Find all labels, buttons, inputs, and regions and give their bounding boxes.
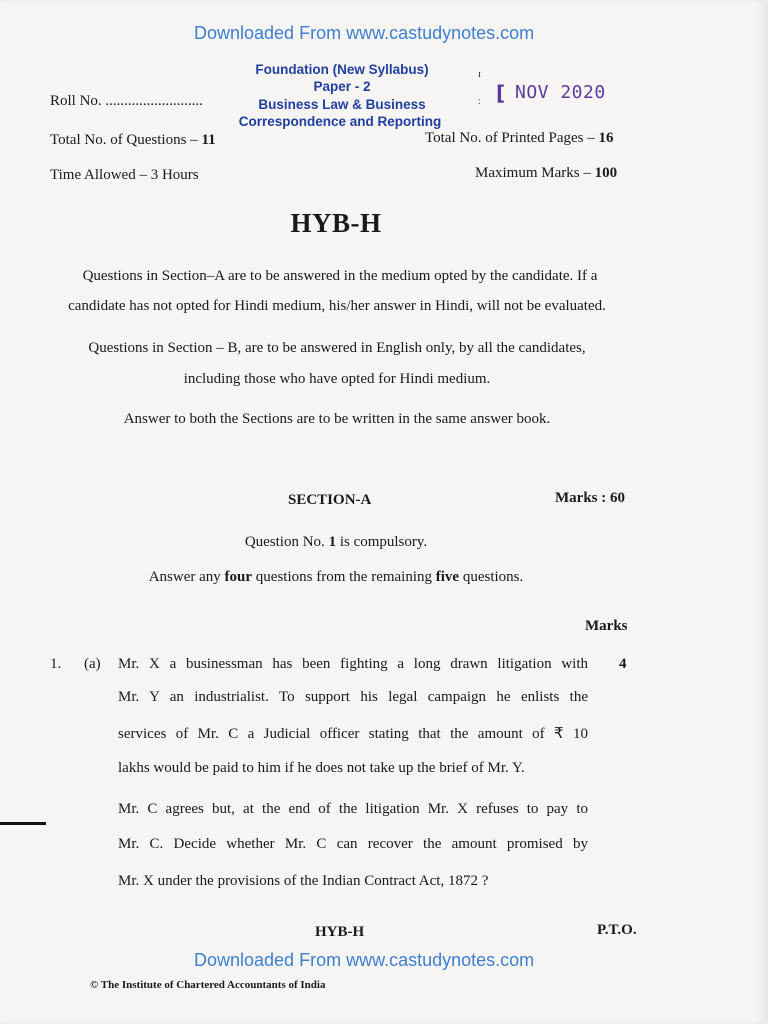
- question-line: Mr. X a businessman has been fighting a long drawn litigation with: [118, 656, 588, 672]
- stamp-tick-icon: ɪ: [478, 68, 482, 80]
- printed-pages-label: Total No. of Printed Pages –: [425, 130, 599, 146]
- question-line: lakhs would be paid to him if he does not take up the brief of Mr. Y.: [118, 760, 525, 776]
- margin-mark: [0, 822, 46, 825]
- footer-paper-code: HYB-H: [315, 924, 365, 940]
- instruction-line-1: Questions in Section–A are to be answered in the medium opted by the candidate. If a: [82, 268, 598, 284]
- question-line: Mr. Y an industrialist. To support his legal campaign he enlists the: [118, 689, 588, 705]
- instruction-line-4: including those who have opted for Hindi medium.: [183, 371, 491, 387]
- time-allowed: [50, 167, 199, 184]
- date-stamp-bracket-icon: [: [496, 81, 506, 105]
- answer-five: five: [435, 569, 460, 585]
- instruction-line-2: candidate has not opted for Hindi medium, his/her answer in Hindi, will not be evaluated.: [68, 298, 606, 314]
- stamp-line-4: Correspondence and Reporting: [238, 114, 442, 129]
- question-line: Mr. C agrees but, at the end of the litigation Mr. X refuses to pay to: [118, 801, 588, 817]
- syllabus-stamp: [232, 61, 452, 130]
- instruction-line-5: Answer to both the Sections are to be written in the same answer book.: [123, 411, 551, 427]
- question-number: 1.: [50, 656, 62, 672]
- total-questions: [50, 132, 216, 149]
- question-marks: 4: [619, 656, 627, 672]
- compulsory-number: 1: [328, 534, 337, 550]
- section-a-marks: Marks : 60: [555, 490, 625, 506]
- total-questions-label: Total No. of Questions –: [50, 132, 202, 148]
- time-allowed-unit: Hours: [158, 167, 199, 183]
- compulsory-pre: Question No.: [244, 534, 329, 550]
- max-marks-label: Maximum Marks –: [475, 165, 595, 181]
- copyright-notice: © The Institute of Chartered Accountants of India: [90, 979, 326, 991]
- maximum-marks: [475, 165, 617, 182]
- download-watermark-top[interactable]: Downloaded From www.castudynotes.com: [194, 23, 535, 43]
- section-a-title: SECTION-A: [288, 492, 372, 508]
- marks-column-header: Marks: [585, 618, 628, 634]
- answer-mid: questions from the remaining: [252, 569, 436, 585]
- date-stamp: NOV 2020: [515, 82, 606, 103]
- time-allowed-value: 3: [150, 167, 159, 183]
- stamp-dot-icon: :: [478, 96, 481, 107]
- answer-post: questions.: [459, 569, 524, 585]
- question-part: (a): [84, 656, 101, 672]
- printed-pages-value: 16: [598, 130, 614, 146]
- question-line: Mr. X under the provisions of the Indian Contract Act, 1872 ?: [118, 873, 489, 889]
- roll-number: Roll No. ..........................: [50, 93, 203, 109]
- answer-four: four: [224, 569, 253, 585]
- time-allowed-label: Time Allowed –: [50, 167, 151, 183]
- stamp-line-2: Paper - 2: [313, 79, 371, 94]
- question-line: services of Mr. C a Judicial officer stating that the amount of ₹ 10: [118, 726, 588, 742]
- answer-any-note: [0, 569, 672, 586]
- printed-pages: [425, 130, 614, 147]
- question-line: Mr. C. Decide whether Mr. C can recover the amount promised by: [118, 836, 588, 852]
- instruction-line-3: Questions in Section – B, are to be answered in English only, by all the candidates,: [88, 340, 586, 356]
- stamp-line-1: Foundation (New Syllabus): [255, 62, 429, 77]
- compulsory-post: is compulsory.: [336, 534, 428, 550]
- page-turn-over: P.T.O.: [597, 922, 637, 938]
- stamp-line-3: Business Law & Business: [258, 97, 426, 112]
- paper-code-title: HYB-H: [290, 208, 382, 238]
- answer-pre: Answer any: [148, 569, 225, 585]
- download-watermark-bottom[interactable]: Downloaded From www.castudynotes.com: [194, 950, 535, 970]
- max-marks-value: 100: [594, 165, 618, 181]
- compulsory-note: [0, 534, 672, 551]
- total-questions-value: 11: [201, 132, 216, 148]
